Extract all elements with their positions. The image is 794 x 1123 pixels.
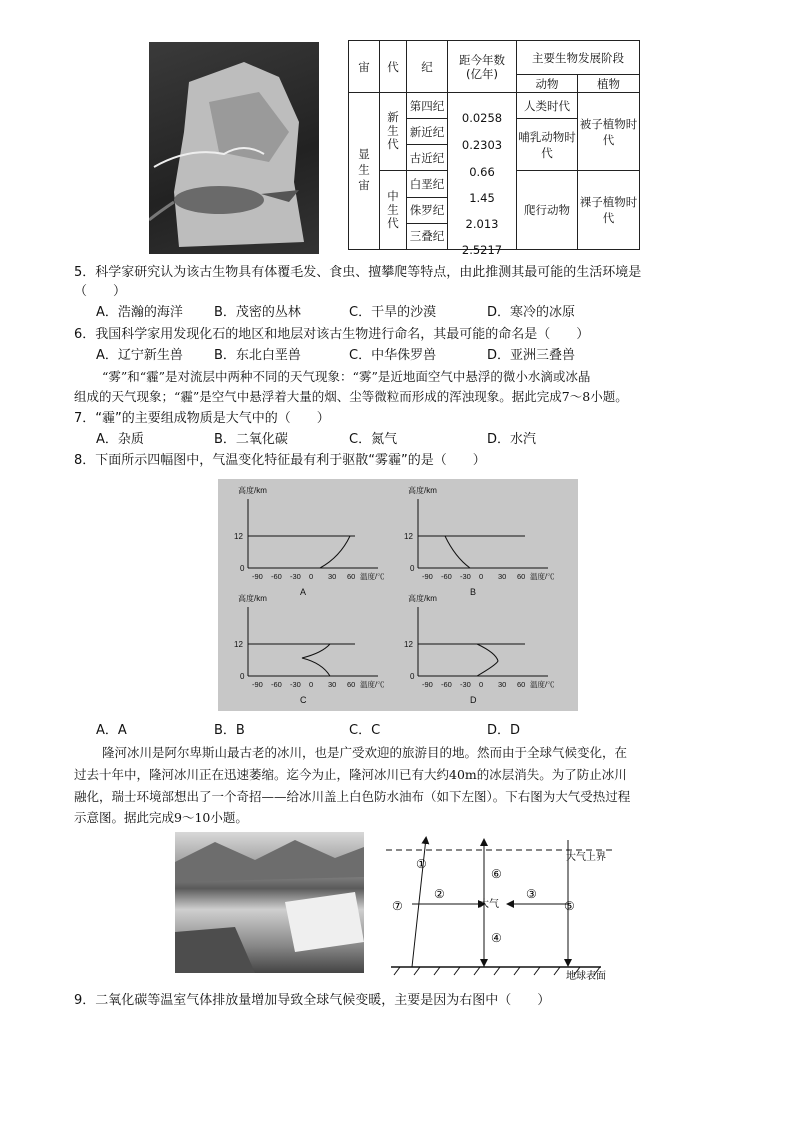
q7-option-c[interactable]: C．氮气 [349, 432, 398, 447]
glacier-para-line4: 示意图。据此完成9～10小题。 [74, 810, 248, 825]
graph-ylabel-C: 高度/km [238, 594, 267, 603]
header-animal: 动物 [517, 75, 578, 93]
q6-stem: 6．我国科学家用发现化石的地区和地层对该古生物进行命名，其最可能的命名是（ ） [74, 327, 590, 342]
graph-ylabel-B: 高度/km [408, 486, 437, 495]
q6-option-a[interactable]: A．辽宁新生兽 [96, 348, 183, 363]
glacier-para-line1: 隆河冰川是阿尔卑斯山最古老的冰川，也是广受欢迎的旅游目的地。然而由于全球气候变化，在 [102, 745, 628, 760]
fossil-illustration [149, 42, 319, 254]
graph-ylabel-A: 高度/km [238, 486, 267, 495]
num-6: ⑥ [491, 867, 502, 881]
num-4: ④ [491, 931, 502, 945]
graph-ytick-12-C: 12 [234, 640, 243, 649]
q5-stem: 5．科学家研究认为该古生物具有体覆毛发、食虫、擅攀爬等特点，由此推测其最可能的生活环境是 [74, 265, 642, 280]
q9-stem: 9．二氧化碳等温室气体排放量增加导致全球气候变暖，主要是因为右图中（ ） [74, 993, 551, 1008]
q5-option-b[interactable]: B．茂密的丛林 [214, 305, 301, 320]
graph-xtick-C-3: 0 [309, 680, 314, 689]
q5-option-a[interactable]: A．浩瀚的海洋 [96, 305, 183, 320]
temperature-graphs [218, 479, 578, 711]
graph-ytick-0-A: 0 [240, 564, 245, 573]
q5-option-d[interactable]: D．寒冷的冰原 [487, 305, 576, 320]
graph-xtick-A-2: -30 [290, 572, 301, 581]
graph-xtick-C-2: -30 [290, 680, 301, 689]
age-3: 1.45 [469, 191, 495, 205]
header-plant: 植物 [578, 75, 640, 93]
graph-xtick-D-4: 30 [498, 680, 507, 689]
glacier-para-line3: 融化，瑞士环境部想出了一个奇招——给冰川盖上白色防水油布（如下左图）。下右图为大气受热过程 [74, 789, 631, 804]
period-triassic: 三叠纪 [407, 223, 448, 249]
fog-para-line2: 组成的天气现象；“霾”是空气中悬浮着大量的烟、尘等微粒而形成的浑浊现象。据此完成7～8小题。 [74, 389, 628, 404]
era-cenozoic: 新生代 [380, 93, 407, 171]
graph-xtick-B-5: 60 [517, 572, 526, 581]
graph-xlabel-A: 温度/℃ [360, 572, 385, 581]
temperature-graphs-panel [218, 479, 578, 711]
graph-label-A: A [300, 587, 307, 597]
animal-reptile: 爬行动物 [517, 171, 578, 250]
header-stage: 主要生物发展阶段 [517, 41, 640, 75]
glacier-photo [175, 832, 364, 973]
graph-xtick-D-5: 60 [517, 680, 526, 689]
q5-option-c[interactable]: C．干旱的沙漠 [349, 305, 437, 320]
graph-xtick-A-1: -60 [271, 572, 282, 581]
label-earth-surface: 地球表面 [566, 971, 606, 982]
label-top-of-atmosphere: 大气上界 [566, 852, 606, 863]
graph-xtick-C-1: -60 [271, 680, 282, 689]
q6-option-c[interactable]: C．中华侏罗兽 [349, 348, 437, 363]
graph-ytick-0-D: 0 [410, 672, 415, 681]
geologic-time-table [348, 40, 640, 257]
graph-temperature-curve-D [477, 644, 498, 676]
num-3: ③ [526, 887, 537, 901]
fossil-photo [149, 42, 319, 254]
plant-gymnosperm: 裸子植物时代 [578, 171, 640, 250]
label-atmosphere: 大气 [479, 899, 499, 910]
graph-xtick-D-2: -30 [460, 680, 471, 689]
graph-xtick-B-0: -90 [422, 572, 433, 581]
graph-xtick-B-3: 0 [479, 572, 484, 581]
heating-diagram-svg [386, 834, 616, 984]
graph-temperature-curve-B [445, 536, 470, 568]
graph-temperature-curve-A [320, 536, 350, 568]
graph-xtick-A-4: 30 [328, 572, 337, 581]
num-5: ⑤ [564, 899, 575, 913]
num-2: ② [434, 887, 445, 901]
num-1: ① [416, 857, 427, 871]
graph-temperature-curve-C [302, 644, 330, 676]
graph-xtick-A-3: 0 [309, 572, 314, 581]
q7-option-a[interactable]: A．杂质 [96, 432, 144, 447]
q8-option-c[interactable]: C．C [349, 723, 381, 738]
q8-stem: 8．下面所示四幅图中，气温变化特征最有利于驱散“雾霾”的是（ ） [74, 453, 486, 468]
graph-xtick-B-2: -30 [460, 572, 471, 581]
header-time-unit: (亿年) [466, 66, 498, 81]
period-neogene: 新近纪 [407, 119, 448, 145]
animal-human: 人类时代 [517, 93, 578, 119]
q5-paren: （ ） [74, 284, 127, 299]
graph-ytick-12-B: 12 [404, 532, 413, 541]
plant-angiosperm: 被子植物时代 [578, 93, 640, 171]
q7-stem: 7．“霾”的主要组成物质是大气中的（ ） [74, 411, 330, 426]
graph-xtick-D-0: -90 [422, 680, 433, 689]
graph-ylabel-D: 高度/km [408, 594, 437, 603]
graph-label-B: B [470, 587, 477, 597]
header-time [448, 41, 517, 93]
q6-option-d[interactable]: D．亚洲三叠兽 [487, 348, 576, 363]
graph-xtick-A-5: 60 [347, 572, 356, 581]
graph-ytick-0-B: 0 [410, 564, 415, 573]
age-5: 2.5217 [461, 243, 503, 257]
header-time-label: 距今年数 [459, 52, 505, 67]
header-period: 纪 [407, 41, 448, 93]
q8-option-a[interactable]: A．A [96, 723, 127, 738]
num-7: ⑦ [392, 899, 403, 913]
animal-mammal: 哺乳动物时代 [517, 119, 578, 171]
period-jurassic: 侏罗纪 [407, 197, 448, 223]
graph-xtick-C-4: 30 [328, 680, 337, 689]
q6-option-b[interactable]: B．东北白垩兽 [214, 348, 301, 363]
q7-option-d[interactable]: D．水汽 [487, 432, 537, 447]
age-1: 0.2303 [461, 138, 503, 152]
graph-ytick-0-C: 0 [240, 672, 245, 681]
graph-ytick-12-A: 12 [234, 532, 243, 541]
eon-phanerozoic: 显生宙 [349, 93, 380, 250]
age-2: 0.66 [469, 165, 495, 179]
graph-xtick-B-4: 30 [498, 572, 507, 581]
graph-xlabel-B: 温度/℃ [530, 572, 555, 581]
glacier-para-line2: 过去十年中，隆河冰川正在迅速萎缩。迄今为止，隆河冰川已有大约40m的冰层消失。为了防止冰川 [74, 767, 627, 782]
period-cretaceous: 白垩纪 [407, 171, 448, 197]
era-mesozoic: 中生代 [380, 171, 407, 250]
graph-xlabel-C: 温度/℃ [360, 680, 385, 689]
fog-para-line1: “雾”和“霾”是对流层中两种不同的天气现象：“雾”是近地面空气中悬浮的微小水滴或冰晶 [102, 369, 591, 384]
period-quaternary: 第四纪 [407, 93, 448, 119]
age-4: 2.013 [465, 217, 499, 231]
graph-label-C: C [300, 695, 307, 705]
age-0: 0.0258 [461, 111, 503, 125]
age-column [448, 93, 517, 257]
q8-option-b[interactable]: B．B [214, 723, 245, 738]
graph-xtick-A-0: -90 [252, 572, 263, 581]
graph-label-D: D [470, 695, 477, 705]
graph-xlabel-D: 温度/℃ [530, 680, 555, 689]
header-eon: 宙 [349, 41, 380, 93]
glacier-illustration [175, 832, 364, 973]
graph-xtick-B-1: -60 [441, 572, 452, 581]
atmosphere-heating-diagram [386, 834, 616, 984]
header-era: 代 [380, 41, 407, 93]
q8-option-d[interactable]: D．D [487, 723, 521, 738]
period-paleogene: 古近纪 [407, 145, 448, 171]
graph-xtick-C-5: 60 [347, 680, 356, 689]
graph-ytick-12-D: 12 [404, 640, 413, 649]
graph-xtick-D-3: 0 [479, 680, 484, 689]
graph-xtick-C-0: -90 [252, 680, 263, 689]
graph-xtick-D-1: -60 [441, 680, 452, 689]
q7-option-b[interactable]: B．二氧化碳 [214, 432, 288, 447]
